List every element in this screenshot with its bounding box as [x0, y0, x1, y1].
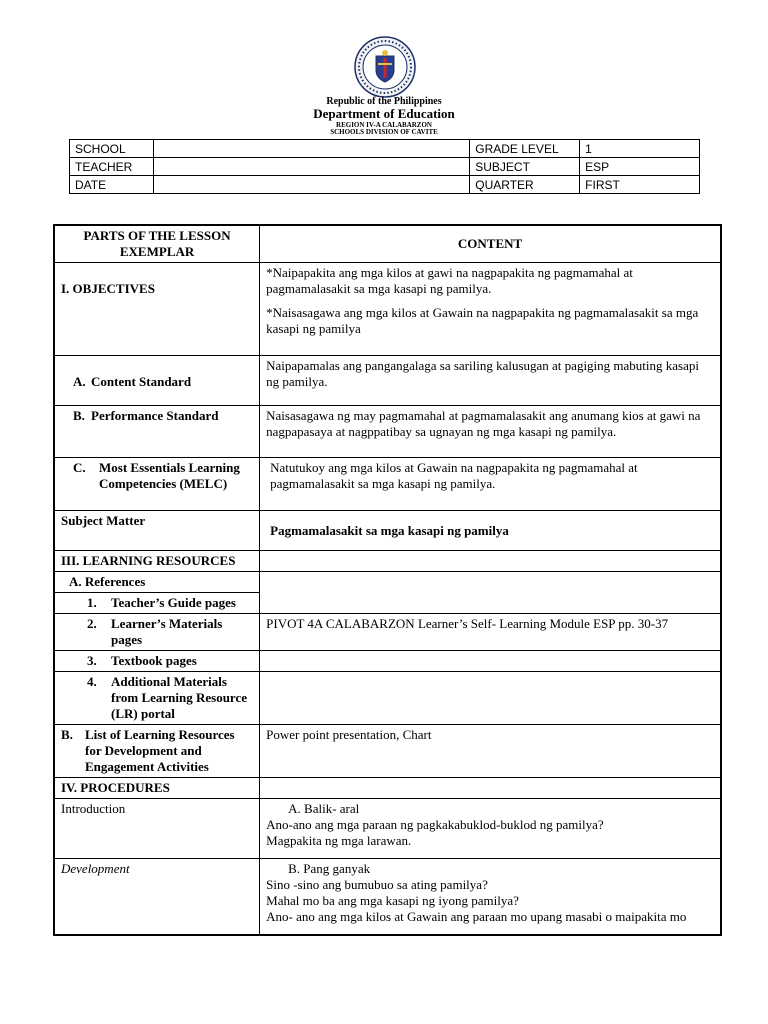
- learners-materials-row: [54, 614, 260, 651]
- department-title: Department of Education: [313, 106, 455, 121]
- deped-seal-logo: [354, 36, 416, 98]
- melc-text: Natutukoy ang mga kilos at Gawain na nagpapakita ng pagmamahal at pagmamalasakit sa mga kasapi ng pamilya.: [260, 458, 721, 511]
- objective-2: *Naisasagawa ang mga kilos at Gawain na nagpapakita ng pagmamalasakit sa mga kasapi ng pamilya: [266, 305, 699, 336]
- introduction-label: Introduction: [54, 799, 260, 859]
- header-parts: PARTS OF THE LESSON EXEMPLAR: [54, 225, 260, 263]
- grade-level-label: GRADE LEVEL: [470, 140, 580, 158]
- list-resources-text: Power point presentation, Chart: [260, 725, 721, 778]
- header-content: CONTENT: [260, 225, 721, 263]
- list-resources-num: B.: [61, 727, 73, 742]
- content-standard-label: Content Standard: [91, 374, 192, 389]
- references-value: [260, 572, 721, 614]
- school-value: [153, 140, 469, 158]
- teacher-label: TEACHER: [70, 158, 154, 176]
- performance-standard-text: Naisasagawa ng may pagmamahal at pagmamalasakit ang anumang kios at gawi na nagpapasaya at nagppatibay sa ugnayan ng mga kasapi ng pamilya.: [260, 406, 721, 458]
- school-label: SCHOOL: [70, 140, 154, 158]
- learners-materials-text: PIVOT 4A CALABARZON Learner’s Self- Learning Module ESP pp. 30-37: [260, 614, 721, 651]
- performance-standard-row-label: [54, 406, 260, 458]
- melc-row-label: [54, 458, 260, 511]
- learners-materials-num: 2.: [87, 616, 97, 631]
- subject-matter-text: Pagmamalasakit sa mga kasapi ng pamilya: [260, 511, 721, 551]
- objectives-cell: [260, 263, 721, 356]
- development-line-1: Sino -sino ang bumubuo sa ating pamilya?: [266, 877, 488, 892]
- procedures-label: IV. PROCEDURES: [54, 778, 260, 799]
- quarter-value: FIRST: [580, 176, 700, 194]
- list-resources-label: List of Learning Resources for Development and Engagement Activities: [85, 727, 235, 774]
- additional-materials-value: [260, 672, 721, 725]
- introduction-subheading: A. Balik- aral: [288, 801, 360, 816]
- date-value: [153, 176, 469, 194]
- division-line: SCHOOLS DIVISION OF CAVITE: [330, 128, 438, 136]
- development-cell: [260, 859, 721, 935]
- additional-materials-label: Additional Materials from Learning Resource (LR) portal: [111, 674, 247, 721]
- content-standard-row-label: [54, 356, 260, 406]
- melc-num: C.: [73, 460, 86, 475]
- republic-line: Republic of the Philippines: [326, 96, 442, 107]
- content-standard-text: Naipapamalas ang pangangalaga sa sariling kalusugan at pagiging mabuting kasapi ng pamilya.: [260, 356, 721, 406]
- content-standard-num: A.: [73, 374, 86, 389]
- teachers-guide-label: Teacher’s Guide pages: [111, 595, 236, 610]
- learning-resources-label: III. LEARNING RESOURCES: [54, 551, 260, 572]
- school-info-table: [69, 139, 700, 194]
- grade-level-value: 1: [580, 140, 700, 158]
- textbook-row: [54, 651, 260, 672]
- development-line-2: Mahal mo ba ang mga kasapi ng iyong pamilya?: [266, 893, 519, 908]
- additional-materials-num: 4.: [87, 674, 97, 689]
- performance-standard-label: Performance Standard: [91, 408, 219, 423]
- development-label: Development: [54, 859, 260, 935]
- subject-value: ESP: [580, 158, 700, 176]
- lesson-exemplar-table: [53, 224, 722, 936]
- learning-resources-value: [260, 551, 721, 572]
- list-resources-row: [54, 725, 260, 778]
- melc-label: Most Essentials Learning Competencies (MELC): [99, 460, 240, 491]
- textbook-value: [260, 651, 721, 672]
- subject-label: SUBJECT: [470, 158, 580, 176]
- textbook-label: Textbook pages: [111, 653, 197, 668]
- textbook-num: 3.: [87, 653, 97, 668]
- objective-1: *Naipapakita ang mga kilos at gawi na nagpapakita ng pagmamahal at pagmamalasakit sa mga kasapi ng pamilya.: [266, 265, 633, 296]
- introduction-line-1: Ano-ano ang mga paraan ng pagkakabuklod-buklod ng pamilya?: [266, 817, 604, 832]
- additional-materials-row: [54, 672, 260, 725]
- references-label: A. References: [54, 572, 260, 593]
- subject-matter-label: Subject Matter: [54, 511, 260, 551]
- teachers-guide-num: 1.: [87, 595, 97, 610]
- development-line-3: Ano- ano ang mga kilos at Gawain ang paraan mo upang masabi o maipakita mo: [266, 909, 687, 924]
- date-label: DATE: [70, 176, 154, 194]
- quarter-label: QUARTER: [470, 176, 580, 194]
- introduction-cell: [260, 799, 721, 859]
- teacher-value: [153, 158, 469, 176]
- objectives-label: I. OBJECTIVES: [54, 263, 260, 356]
- introduction-line-2: Magpakita ng mga larawan.: [266, 833, 412, 848]
- development-subheading: B. Pang ganyak: [288, 861, 371, 876]
- teachers-guide-row: [54, 593, 260, 614]
- learners-materials-label: Learner’s Materials pages: [111, 616, 223, 647]
- procedures-value: [260, 778, 721, 799]
- region-line: REGION IV-A CALABARZON: [336, 121, 432, 129]
- performance-standard-num: B.: [73, 408, 85, 423]
